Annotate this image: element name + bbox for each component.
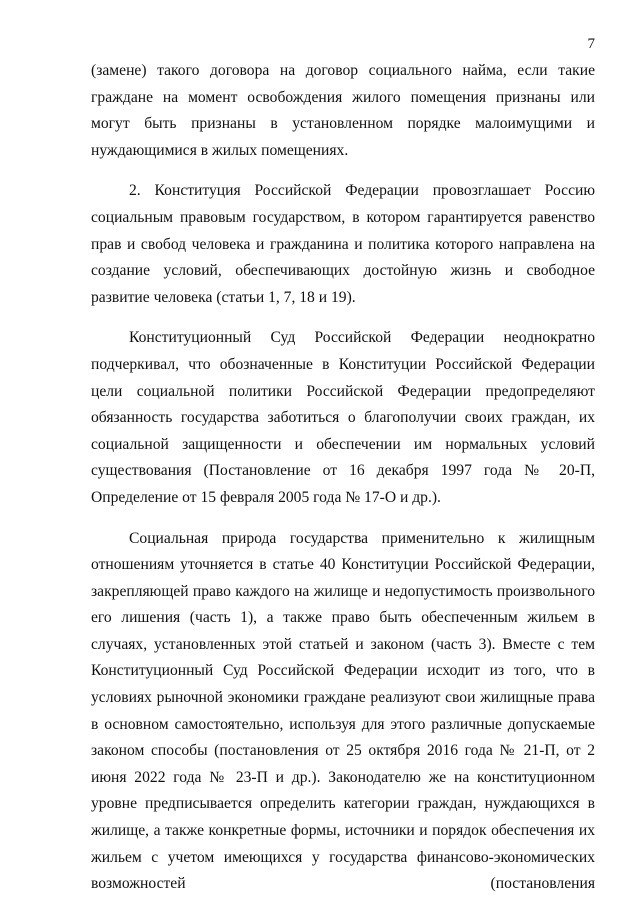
paragraph-3: Конституционный Суд Российской Федерации неоднократно подчеркивал, что обозначенные в Конституции Российской Федерации цели социальной политики Российской Федерации предопределяют обязанность государства заботиться о благополучии своих граждан, их социальной защищенности и обеспечении им нормальных условий существования (Постановление от 16 декабря 1997 года № 20-П, Определение от 15 февраля 2005 года № 17-О и др.). — [91, 329, 595, 506]
paragraph-1: (замене) такого договора на договор социального найма, если такие граждане на момент освобождения жилого помещения признаны или могут быть признаны в установленном порядке малоимущими и нуждающимися в жилых помещениях. — [91, 62, 595, 159]
page-number: 7 — [587, 36, 595, 52]
paragraph-4: Социальная природа государства применительно к жилищным отношениям уточняется в статье 40 Конституции Российской Федерации, закрепляющей право каждого на жилище и недопустимость произвольного его лишения (часть 1), а также право быть обеспеченным жильем в случаях, установленных этой статьей и законом (часть 3). Вместе с тем Конституционный Суд Российской Федерации исходит из того, что в условиях рыночной экономики граждане реализуют свои жилищные права в основном самостоятельно, используя для этого различные допускаемые законом способы (постановления от 25 октября 2016 года № 21-П, от 2 июня 2022 года № 23-П и др.). Законодателю же на конституционном уровне предписывается определить категории граждан, нуждающихся в жилище, а также конкретные формы, источники и порядок обеспечения их жильем с учетом имеющихся у государства финансово-экономических возможностей (постановления — [91, 529, 595, 893]
document-body — [91, 58, 595, 898]
paragraph-2: 2. Конституция Российской Федерации провозглашает Россию социальным правовым государством, в котором гарантируется равенство прав и свобод человека и гражданина и политика которого направлена на создание условий, обеспечивающих достойную жизнь и свободное развитие человека (статьи 1, 7, 18 и 19). — [91, 182, 595, 306]
